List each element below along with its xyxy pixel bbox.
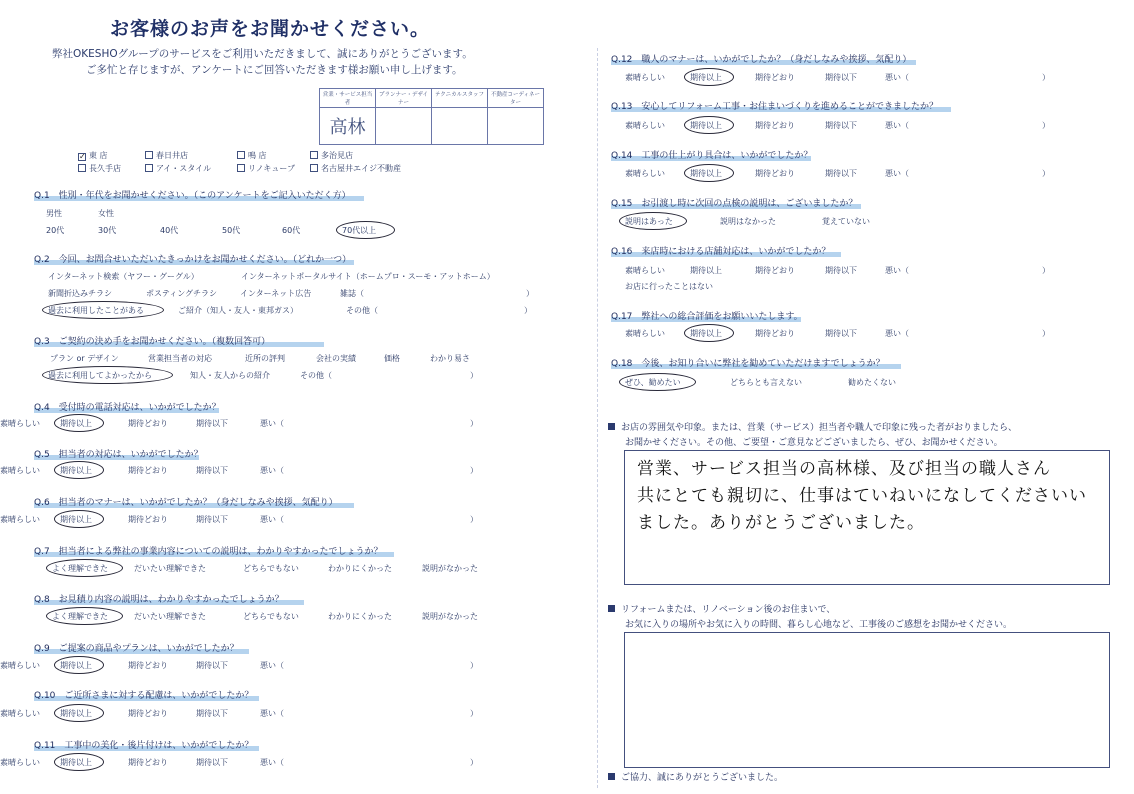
answer-option[interactable]: 期待以上 xyxy=(690,73,722,82)
answer-option[interactable]: 価格 xyxy=(384,354,400,363)
answer-option[interactable]: 期待以下 xyxy=(825,121,857,130)
store-label: 鳴 店 xyxy=(248,151,267,160)
answer-option[interactable]: 期待以下 xyxy=(825,73,857,82)
question-text: Q.8 お見積り内容の説明は、わかりやすかったでしょうか？ xyxy=(34,595,284,605)
store-option[interactable] xyxy=(78,163,121,174)
answer-option[interactable]: どちらとも言えない xyxy=(730,378,802,387)
bracket-close: ） xyxy=(470,661,478,670)
answer-option[interactable]: 素晴らしい xyxy=(625,329,665,338)
answer-option[interactable]: 期待以下 xyxy=(196,709,228,718)
question-text: Q.17 弊社への総合評価をお願いいたします。 xyxy=(611,312,803,322)
question-text: Q.16 来店時における店舗対応は、いかがでしたか？ xyxy=(611,247,831,257)
question-text: Q.2 今回、お問合せいただいたきっかけをお聞かせください。（どれか一つ） xyxy=(34,255,352,265)
answer-option[interactable]: よく理解できた xyxy=(52,564,108,573)
answer-option[interactable]: わかりにくかった xyxy=(328,564,392,573)
answer-option[interactable]: 女性 xyxy=(98,209,114,218)
bracket-close: ） xyxy=(470,758,478,767)
answer-option[interactable]: 説明はあった xyxy=(625,217,673,226)
selected-answer-circle xyxy=(684,116,734,134)
store-label: リノキューブ xyxy=(248,164,295,173)
store-option[interactable] xyxy=(310,163,401,174)
question-left-4 xyxy=(34,447,203,460)
staff-table xyxy=(319,88,544,145)
question-left-6 xyxy=(34,544,383,557)
question-text: Q.11 工事中の美化・後片付けは、いかがでしたか？ xyxy=(34,741,254,751)
selected-answer-circle xyxy=(54,510,104,528)
answer-option[interactable]: 知人・友人からの紹介 xyxy=(190,371,270,380)
selected-answer-circle xyxy=(336,221,395,239)
answer-option[interactable]: わかり易さ xyxy=(430,354,470,363)
question-left-7 xyxy=(34,592,284,605)
intro-line-1: 弊社OKESHOグループのサービスをご利用いただきまして、誠にありがとうございます。 xyxy=(52,48,473,60)
closing-label: ご協力、誠にありがとうございました。 xyxy=(621,773,784,783)
question-text: Q.12 職人のマナーは、いかがでしたか？（身だしなみや挨拶、気配り） xyxy=(611,55,912,65)
question-left-5 xyxy=(34,495,338,508)
checkbox[interactable] xyxy=(237,151,245,159)
answer-option[interactable]: 会社の実績 xyxy=(316,354,356,363)
question-text: Q.1 性別・年代をお聞かせください。（このアンケートをご記入いただく方） xyxy=(34,191,351,201)
bracket-close: ） xyxy=(470,371,478,380)
answer-option[interactable]: 説明はなかった xyxy=(720,217,776,226)
question-text: Q.3 ご契約の決め手をお聞かせください。（複数回答可） xyxy=(34,337,271,347)
checkbox[interactable] xyxy=(78,164,86,172)
answer-option[interactable]: 期待どおり xyxy=(128,661,168,670)
answer-option[interactable]: 悪い（ xyxy=(260,466,284,475)
answer-option[interactable]: 素晴らしい xyxy=(0,758,40,767)
answer-option[interactable]: ぜひ、勧めたい xyxy=(625,378,681,387)
answer-option[interactable]: 期待以上 xyxy=(60,709,92,718)
answer-option[interactable]: 期待以下 xyxy=(825,169,857,178)
question-right-0 xyxy=(611,52,911,65)
answer-option[interactable]: 説明がなかった xyxy=(422,612,478,621)
selected-answer-circle xyxy=(54,656,104,674)
question-text: Q.13 安心してリフォーム工事・お住まいづくりを進めることができましたか？ xyxy=(611,102,938,112)
answer-option[interactable]: その他（ xyxy=(346,306,378,315)
staff-name-cell xyxy=(376,108,432,145)
store-label: 長久手店 xyxy=(89,164,121,173)
bracket-close: ） xyxy=(1042,266,1050,275)
store-label: 春日井店 xyxy=(156,151,188,160)
answer-option[interactable]: 期待どおり xyxy=(755,329,795,338)
answer-option[interactable]: 期待以上 xyxy=(60,661,92,670)
selected-answer-circle xyxy=(684,324,734,342)
bracket-close: ） xyxy=(1042,121,1050,130)
answer-option[interactable]: 勧めたくない xyxy=(848,378,896,387)
answer-option[interactable]: 素晴らしい xyxy=(0,466,40,475)
answer-option[interactable]: 期待どおり xyxy=(755,169,795,178)
answer-option[interactable]: 期待以上 xyxy=(690,329,722,338)
column-divider xyxy=(597,48,598,788)
answer-option[interactable]: 雑誌（ xyxy=(340,289,364,298)
answer-option[interactable]: 期待以上 xyxy=(60,466,92,475)
store-option[interactable] xyxy=(145,150,188,161)
answer-option[interactable]: 営業担当者の対応 xyxy=(148,354,212,363)
store-option[interactable] xyxy=(237,150,267,161)
answer-option[interactable]: 期待以下 xyxy=(825,266,857,275)
answer-option[interactable]: だいたい理解できた xyxy=(134,564,206,573)
answer-option[interactable]: 期待どおり xyxy=(128,758,168,767)
question-text: Q.4 受付時の電話対応は、いかがでしたか？ xyxy=(34,403,221,413)
answer-option[interactable]: 期待以上 xyxy=(60,515,92,524)
answer-option[interactable]: 素晴らしい xyxy=(625,169,665,178)
question-left-1 xyxy=(34,252,351,265)
store-option[interactable] xyxy=(310,150,353,161)
answer-option[interactable]: 20代 xyxy=(46,226,65,235)
question-right-1 xyxy=(611,99,938,112)
answer-option[interactable]: お店に行ったことはない xyxy=(625,282,713,291)
answer-option[interactable]: 素晴らしい xyxy=(0,709,40,718)
answer-option[interactable]: 期待どおり xyxy=(755,266,795,275)
bracket-close: ） xyxy=(1042,73,1050,82)
answer-option[interactable]: 過去に利用したことがある xyxy=(48,306,144,315)
question-text: Q.7 担当者による弊社の事業内容についての説明は、わかりやすかったでしょうか？ xyxy=(34,547,383,557)
answer-option[interactable]: 期待以下 xyxy=(196,515,228,524)
selected-answer-circle xyxy=(54,414,104,432)
selected-answer-circle xyxy=(684,68,734,86)
answer-option[interactable]: 悪い（ xyxy=(885,169,909,178)
comment2-box[interactable] xyxy=(624,632,1110,768)
staff-header: 不動産コーディネーター xyxy=(488,89,544,108)
question-right-3 xyxy=(611,196,857,209)
answer-option[interactable]: 期待以上 xyxy=(690,266,722,275)
closing-text xyxy=(608,770,783,783)
question-right-5 xyxy=(611,309,803,322)
answer-option[interactable]: 悪い（ xyxy=(260,661,284,670)
question-text: Q.18 今後、お知り合いに弊社を勧めていただけますでしょうか？ xyxy=(611,359,885,369)
bracket-close: ） xyxy=(1042,329,1050,338)
answer-option[interactable]: 悪い（ xyxy=(885,121,909,130)
checkbox[interactable] xyxy=(310,151,318,159)
selected-answer-circle xyxy=(619,373,696,391)
answer-option[interactable]: プラン or デザイン xyxy=(50,354,119,363)
store-option[interactable] xyxy=(145,163,211,174)
bullet-square xyxy=(608,773,615,780)
selected-answer-circle xyxy=(54,461,104,479)
question-text: Q.9 ご提案の商品やプランは、いかがでしたか？ xyxy=(34,644,239,654)
answer-option[interactable]: 悪い（ xyxy=(260,758,284,767)
staff-header: 営業・サービス担当者 xyxy=(320,89,376,108)
bullet-square xyxy=(608,605,615,612)
question-left-10 xyxy=(34,738,253,751)
store-label: アイ・スタイル xyxy=(156,164,212,173)
answer-option[interactable]: 70代以上 xyxy=(342,226,377,235)
answer-option[interactable]: よく理解できた xyxy=(52,612,108,621)
answer-option[interactable]: 覚えていない xyxy=(822,217,870,226)
answer-option[interactable]: どちらでもない xyxy=(243,612,299,621)
answer-option[interactable]: 40代 xyxy=(160,226,179,235)
checkbox[interactable] xyxy=(145,151,153,159)
store-label: 多治見店 xyxy=(321,151,353,160)
selected-answer-circle xyxy=(684,164,734,182)
selected-answer-circle xyxy=(54,704,104,722)
answer-option[interactable]: 悪い（ xyxy=(885,73,909,82)
answer-option[interactable]: インターネット広告 xyxy=(240,289,312,298)
answer-option[interactable]: 近所の評判 xyxy=(245,354,285,363)
store-label: 東 店 xyxy=(89,151,108,160)
handwritten-comment-line: ました。ありがとうございました。 xyxy=(637,513,925,533)
answer-option[interactable]: 期待以上 xyxy=(690,121,722,130)
store-option[interactable] xyxy=(78,150,108,161)
selected-answer-circle xyxy=(46,559,123,577)
answer-option[interactable]: 期待どおり xyxy=(128,709,168,718)
question-left-3 xyxy=(34,400,221,413)
answer-option[interactable]: 悪い（ xyxy=(260,515,284,524)
selected-answer-circle xyxy=(54,753,104,771)
answer-option[interactable]: 期待どおり xyxy=(128,515,168,524)
comment2-label-1 xyxy=(608,602,835,615)
bullet-square xyxy=(608,423,615,430)
bracket-close: ） xyxy=(470,419,478,428)
question-left-9 xyxy=(34,688,253,701)
checkbox[interactable]: ✓ xyxy=(79,152,86,161)
comment1-label-2: お聞かせください。その他、ご要望・ご意見などございましたら、ぜひ、お聞かせください。 xyxy=(625,438,1003,448)
answer-option[interactable]: 期待以下 xyxy=(825,329,857,338)
answer-option[interactable]: 期待どおり xyxy=(755,121,795,130)
question-right-2 xyxy=(611,148,812,161)
selected-answer-circle xyxy=(619,212,687,230)
staff-name-cell: 高林 xyxy=(320,108,376,145)
checkbox[interactable] xyxy=(310,164,318,172)
answer-option[interactable]: 素晴らしい xyxy=(0,661,40,670)
answer-option[interactable]: ポスティングチラシ xyxy=(146,289,218,298)
question-text: Q.6 担当者のマナーは、いかがでしたか？（身だしなみや挨拶、気配り） xyxy=(34,498,338,508)
store-option[interactable] xyxy=(237,163,295,174)
staff-name-cell xyxy=(488,108,544,145)
selected-answer-circle xyxy=(42,301,164,319)
question-left-8 xyxy=(34,641,239,654)
bracket-close: ） xyxy=(526,289,534,298)
checkbox[interactable] xyxy=(145,164,153,172)
answer-option[interactable]: 悪い（ xyxy=(885,266,909,275)
answer-option[interactable]: 期待どおり xyxy=(755,73,795,82)
page-title: お客様のお声をお聞かせください。 xyxy=(110,18,431,40)
answer-option[interactable]: どちらでもない xyxy=(243,564,299,573)
question-left-0 xyxy=(34,188,351,201)
comment2-label-2: お気に入りの場所やお気に入りの時間、暮らし心地など、工事後のご感想をお聞かせください。 xyxy=(625,620,1013,630)
bracket-close: ） xyxy=(470,515,478,524)
answer-option[interactable]: 過去に利用してよかったから xyxy=(48,371,152,380)
answer-option[interactable]: 素晴らしい xyxy=(0,419,40,428)
store-label: 名古屋井エイジ不動産 xyxy=(321,164,401,173)
answer-option[interactable]: 素晴らしい xyxy=(625,121,665,130)
question-text: Q.14 工事の仕上がり具合は、いかがでしたか？ xyxy=(611,151,813,161)
answer-option[interactable]: 男性 xyxy=(46,209,62,218)
checkbox[interactable] xyxy=(237,164,245,172)
answer-option[interactable]: 期待どおり xyxy=(128,419,168,428)
question-text: Q.10 ご近所さまに対する配慮は、いかがでしたか？ xyxy=(34,691,254,701)
staff-name-cell xyxy=(432,108,488,145)
handwritten-comment-line: 営業、サービス担当の高林様、及び担当の職人さん xyxy=(637,459,1051,479)
answer-option[interactable]: 期待以上 xyxy=(690,169,722,178)
question-right-4 xyxy=(611,244,830,257)
question-text: Q.15 お引渡し時に次回の点検の説明は、ございましたか？ xyxy=(611,199,858,209)
answer-option[interactable]: 期待以下 xyxy=(196,661,228,670)
answer-option[interactable]: 悪い（ xyxy=(885,329,909,338)
answer-option[interactable]: 期待以下 xyxy=(196,419,228,428)
selected-answer-circle xyxy=(42,366,173,384)
answer-option[interactable]: 30代 xyxy=(98,226,117,235)
handwritten-comment-line: 共にとても親切に、仕事はていねいになしてくださいい xyxy=(637,486,1087,506)
comment2-label-text: リフォームまたは、リノベーション後のお住まいで、 xyxy=(621,605,836,615)
question-right-6 xyxy=(611,356,885,369)
bracket-close: ） xyxy=(1042,169,1050,178)
staff-header: テクニカルスタッフ xyxy=(432,89,488,108)
bracket-close: ） xyxy=(470,466,478,475)
answer-option[interactable]: 期待以下 xyxy=(196,758,228,767)
answer-option[interactable]: 60代 xyxy=(282,226,301,235)
bracket-close: ） xyxy=(524,306,532,315)
answer-option[interactable]: 悪い（ xyxy=(260,709,284,718)
answer-option[interactable]: 新聞折込みチラシ xyxy=(48,289,112,298)
question-left-2 xyxy=(34,334,270,347)
staff-header: プランナー・デザイナー xyxy=(376,89,432,108)
answer-option[interactable]: 説明がなかった xyxy=(422,564,478,573)
answer-option[interactable]: インターネット検索（ヤフー・グーグル） xyxy=(48,272,199,281)
question-text: Q.5 担当者の対応は、いかがでしたか？ xyxy=(34,450,203,460)
answer-option[interactable]: 素晴らしい xyxy=(625,73,665,82)
answer-option[interactable]: インターネットポータルサイト（ホームプロ・スーモ・アットホーム） xyxy=(241,272,495,281)
comment1-label-text: お店の雰囲気や印象。または、営業（サービス）担当者や職人で印象に残った者がおりましたら、 xyxy=(621,423,1018,433)
intro-line-2: ご多忙と存じますが、アンケートにご回答いただきます様お願い申し上げます。 xyxy=(86,64,463,76)
bracket-close: ） xyxy=(470,709,478,718)
comment1-label-1 xyxy=(608,420,1017,433)
answer-option[interactable]: ご紹介（知人・友人・東邦ガス） xyxy=(178,306,298,315)
answer-option[interactable]: 期待以上 xyxy=(60,758,92,767)
selected-answer-circle xyxy=(46,607,123,625)
answer-option[interactable]: だいたい理解できた xyxy=(134,612,206,621)
answer-option[interactable]: 50代 xyxy=(222,226,241,235)
answer-option[interactable]: その他（ xyxy=(300,371,332,380)
answer-option[interactable]: 期待以下 xyxy=(196,466,228,475)
answer-option[interactable]: 素晴らしい xyxy=(625,266,665,275)
answer-option[interactable]: わかりにくかった xyxy=(328,612,392,621)
answer-option[interactable]: 素晴らしい xyxy=(0,515,40,524)
answer-option[interactable]: 期待どおり xyxy=(128,466,168,475)
answer-option[interactable]: 悪い（ xyxy=(260,419,284,428)
answer-option[interactable]: 期待以上 xyxy=(60,419,92,428)
